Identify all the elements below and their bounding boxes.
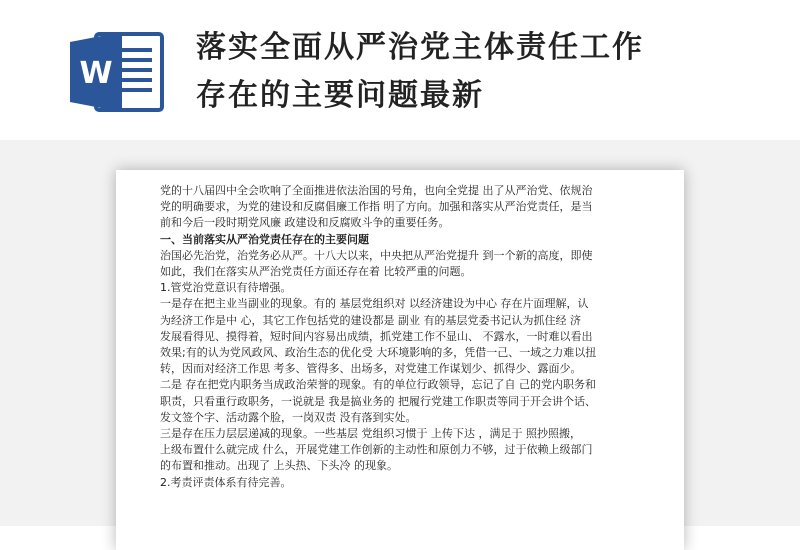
word-icon-letter: W: [79, 56, 113, 91]
document-line: 一是存在把主业当副业的现象。有的 基层党组织对 以经济建设为中心 存在片面理解，认: [160, 297, 589, 311]
document-line: 2.考责评责体系有待完善。: [160, 475, 292, 489]
page-title: [196, 24, 786, 120]
word-document-icon: [66, 30, 166, 114]
document-line: 转，因而对经济工作思 考多、管得多、出场多，对党建工作谋划少、抓得少、露面少。: [160, 362, 582, 376]
document-line: 效果;有的认为党风政风、政治生态的优化受 大环境影响的多，凭借一己、一域之力难以扭: [160, 346, 597, 360]
document-line: 为经济工作是中 心，其它工作包括党的建设都是 副业 有的基层党委书记认为抓住经 济: [160, 313, 581, 327]
document-line: 1.管党治党意识有待增强。: [160, 281, 292, 295]
document-line: 党的十八届四中全会吹响了全面推进依法治国的号角，也向全党提 出了从严治党、依规治: [160, 184, 593, 197]
document-line: 前和今后一段时期党风廉 政建设和反腐败斗争的重要任务。: [160, 216, 450, 230]
document-line: 的布置和推动。出现了 上头热、下头冷 的现象。: [160, 459, 398, 473]
document-line: 发展看得见、摸得着，短时间内容易出成绩，抓党建工作不显山、 不露水，一时难以看出: [160, 329, 593, 343]
document-line: 如此，我们在落实从严治党责任方面还存在着 比较严重的问题。: [160, 265, 472, 279]
document-line: 上级布置什么就完成 什么，开展党建工作创新的主动性和原创力不够，过于依赖上级部门: [160, 443, 593, 457]
title-line: 落实全面从严治党主体责任工作: [196, 30, 644, 65]
header: [0, 0, 800, 140]
document-line: 发文签个字、活动露个脸，一岗双责 没有落到实处。: [160, 410, 417, 424]
document-line: 党的明确要求，为党的建设和反腐倡廉工作指 明了方向。加强和落实从严治党责任，是当: [160, 200, 593, 214]
section-heading: 一、当前落实从严治党责任存在的主要问题: [160, 232, 369, 246]
document-line: 职责，只看重行政职务，一说就是 我是搞业务的 把履行党建工作职责等同于开会讲个话、: [160, 394, 596, 408]
title-line: 存在的主要问题最新: [196, 78, 484, 113]
document-line: 三是存在压力层层递减的现象。一些基层 党组织习惯于 上传下达 ，满足于 照抄照搬，: [160, 427, 581, 441]
document-line: 治国必先治党，治党务必从严。十八大以来，中央把从严治党提升 到一个新的高度，即使: [160, 248, 593, 262]
document-line: 二是 存在把党内职务当成政治荣誉的现象。有的单位行政领导，忘记了自 己的党内职务和: [160, 378, 596, 392]
document-body: [160, 183, 655, 491]
